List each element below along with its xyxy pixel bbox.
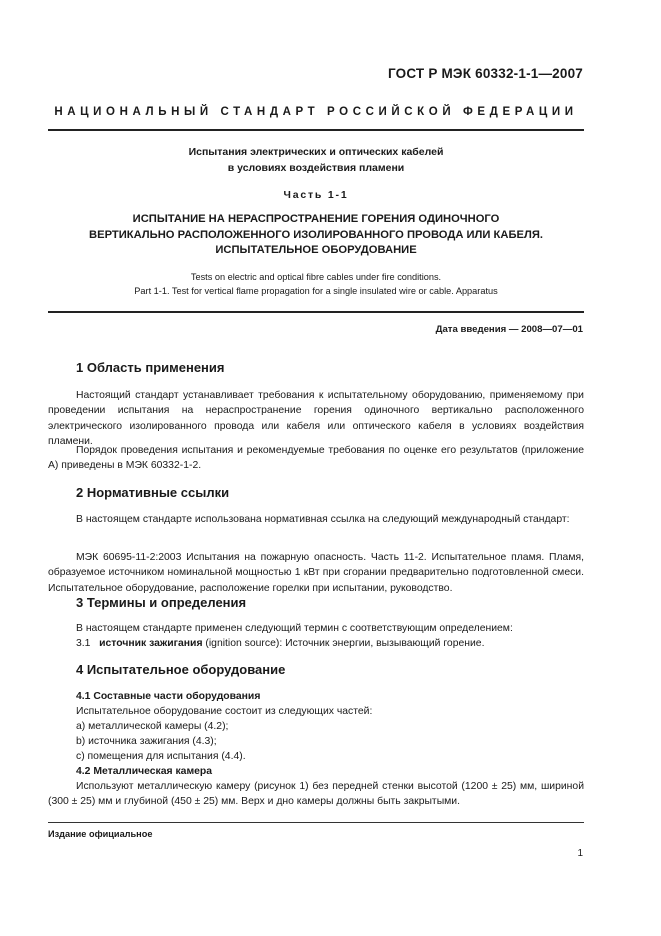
section-3-paragraph-1: В настоящем стандарте применен следующий термин с соответствующим определением: [76,623,513,634]
section-1-paragraph-2-text: Порядок проведения испытания и рекомендуемые требования по оценке его результатов (приложение А) приведены в МЭК 60332-1-2. [48,445,584,472]
section-2-paragraph-1-text: В настоящем стандарте использована нормативная ссылка на следующий международный стандарт: [76,514,570,525]
part-label: Часть 1-1 [283,189,349,201]
section-1-paragraph-2 [48,443,584,474]
subsection-4-2-paragraph [48,779,584,810]
footer-divider [48,822,584,823]
main-title [48,212,584,259]
term-definition [76,636,584,651]
english-title-line-2: Part 1-1. Test for vertical flame propagation for a single insulated wire or cable. Apparatus [134,286,498,296]
section-2-paragraph-2 [48,550,584,596]
term-name: источник зажигания [99,638,203,649]
title-line-1: Испытания электрических и оптических кабелей [188,146,444,158]
term-number: 3.1 [76,638,91,649]
page-number: 1 [577,848,583,859]
section-1-heading: 1 Область применения [76,360,225,375]
main-title-line-2: ВЕРТИКАЛЬНО РАСПОЛОЖЕННОГО ИЗОЛИРОВАННОГО ПРОВОДА ИЛИ КАБЕЛЯ. [89,228,543,241]
section-1-paragraph-1 [48,388,584,449]
term-definition-text: (ignition source): Источник энергии, вызывающий горение. [205,638,485,649]
document-number: ГОСТ Р МЭК 60332-1-1—2007 [387,66,583,81]
section-2-heading: 2 Нормативные ссылки [76,485,230,500]
national-standard-banner: НАЦИОНАЛЬНЫЙ СТАНДАРТ РОССИЙСКОЙ ФЕДЕРАЦИИ [54,106,578,118]
top-divider [48,129,584,131]
subsection-4-1-intro: Испытательное оборудование состоит из следующих частей: [76,706,373,717]
section-3-heading: 3 Термины и определения [76,595,247,610]
main-title-line-1: ИСПЫТАНИЕ НА НЕРАСПРОСТРАНЕНИЕ ГОРЕНИЯ ОДИНОЧНОГО [132,213,500,225]
title-line-2: в условиях воздействия пламени [227,162,405,174]
list-item-a: а) металлической камеры (4.2); [76,721,229,732]
section-2-paragraph-2-text: МЭК 60695-11-2:2003 Испытания на пожарную опасность. Часть 11-2. Испытательное пламя. Пламя, образуемое источником номинальной мощностью 1 кВт при сгорании предварительно подготовленной смеси. Испытательное оборудование, расположение горелки при испытании, руководство. [48,552,584,594]
section-2-paragraph-1 [48,512,584,527]
section-4-heading: 4 Испытательное оборудование [76,662,286,677]
title-divider [48,311,584,313]
list-item-c: с) помещения для испытания (4.4). [76,751,246,762]
title-russian [48,144,584,176]
main-title-line-3: ИСПЫТАТЕЛЬНОЕ ОБОРУДОВАНИЕ [215,244,417,256]
subsection-4-2-heading: 4.2 Металлическая камера [76,766,213,777]
list-item-b: b) источника зажигания (4.3); [76,736,217,747]
subsection-4-1-heading: 4.1 Составные части оборудования [76,691,261,702]
subsection-4-2-paragraph-text: Используют металлическую камеру (рисунок 1) без передней стенки высотой (1200 ± 25) мм, шириной (300 ± 25) мм и глубиной (450 ± 25) мм. Верх и дно камеры должны быть закрытыми. [48,781,584,808]
english-title [48,270,584,298]
official-edition-label: Издание официальное [48,829,153,839]
introduction-date: Дата введения — 2008—07—01 [435,324,583,335]
english-title-line-1: Tests on electric and optical fibre cables under fire conditions. [190,272,442,282]
section-1-paragraph-1-text: Настоящий стандарт устанавливает требования к испытательному оборудованию, применяемому при проведении испытания на нераспространение горения одиночного вертикально расположенного электрического изолированного провода или кабеля или оптического кабеля в условиях воздействия пламени. [48,390,584,447]
